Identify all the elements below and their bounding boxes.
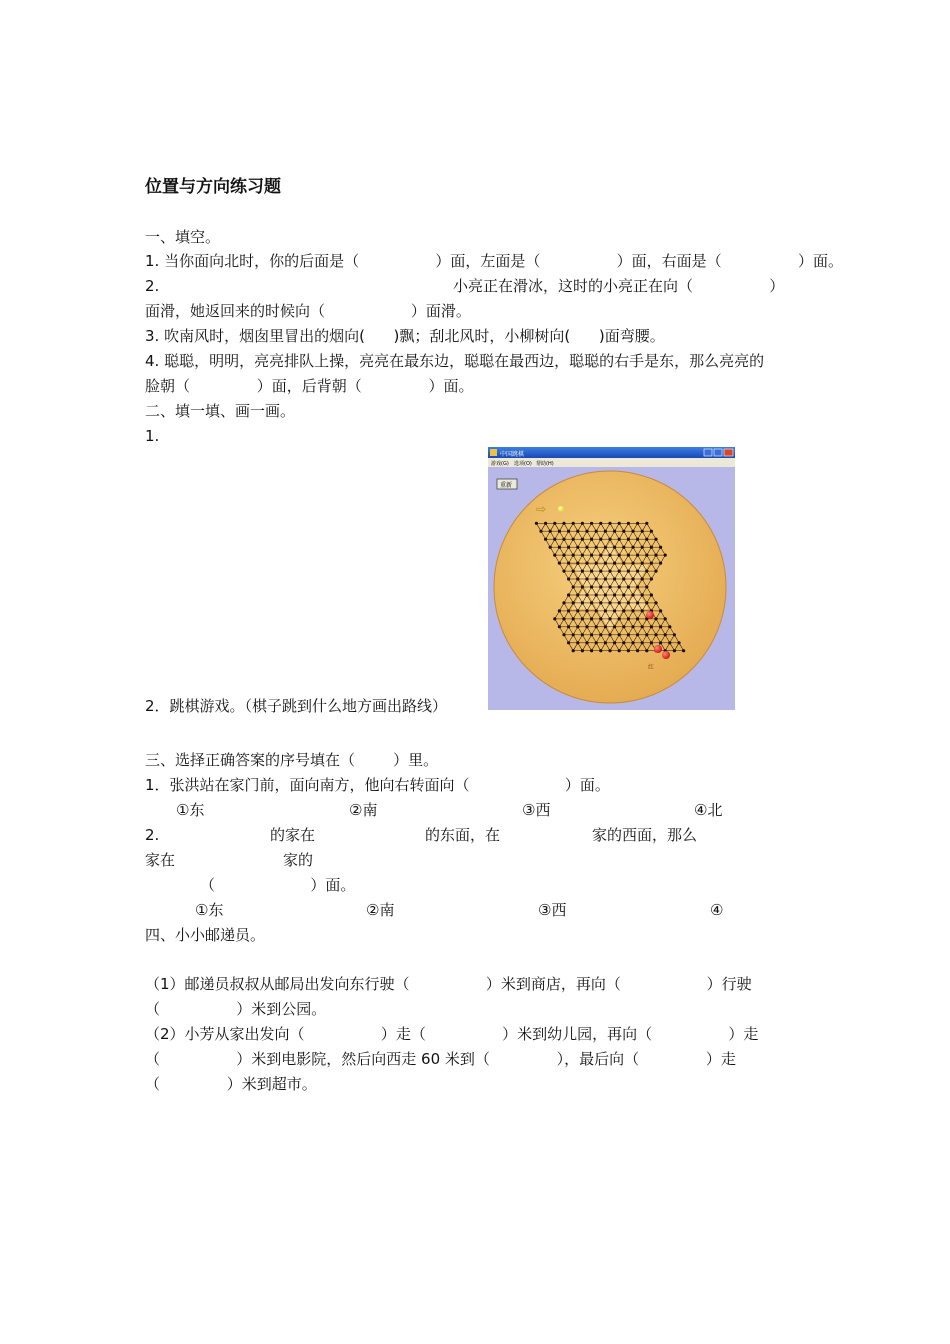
board-hole <box>572 601 575 604</box>
board-hole <box>576 530 579 533</box>
board-hole <box>567 577 570 580</box>
board-hole <box>562 617 565 620</box>
board-hole <box>599 633 602 636</box>
board-hole <box>553 554 556 557</box>
board-hole <box>572 633 575 636</box>
question-1-3: 3. 吹南风时，烟囱里冒出的烟向( )飘；刮北风时，小柳树向( )面弯腰。 <box>145 327 665 345</box>
board-hole <box>631 577 634 580</box>
board-hole <box>613 577 616 580</box>
board-hole <box>631 609 634 612</box>
board-hole <box>562 633 565 636</box>
board-hole <box>604 546 607 549</box>
board-hole <box>608 649 611 652</box>
chinese-checkers-screenshot <box>488 447 735 710</box>
board-hole <box>636 649 639 652</box>
board-hole <box>544 538 547 541</box>
board-hole <box>590 522 593 525</box>
board-hole <box>590 601 593 604</box>
board-hole <box>613 562 616 565</box>
board-hole <box>544 522 547 525</box>
board-hole <box>636 633 639 636</box>
board-hole <box>622 593 625 596</box>
red-marble <box>646 611 654 619</box>
board-hole <box>553 538 556 541</box>
board-hole <box>608 522 611 525</box>
board-hole <box>668 625 671 628</box>
board-hole <box>650 593 653 596</box>
board-hole <box>650 577 653 580</box>
board-hole <box>604 609 607 612</box>
board-hole <box>645 633 648 636</box>
board-hole <box>581 585 584 588</box>
board-hole <box>608 538 611 541</box>
question-3-1-option-c: ③西 <box>522 801 551 819</box>
question-1-2-number: 2. <box>145 277 160 295</box>
board-hole <box>585 593 588 596</box>
board-hole <box>682 649 685 652</box>
board-hole <box>636 601 639 604</box>
board-hole <box>585 625 588 628</box>
board-hole <box>641 641 644 644</box>
board-hole <box>599 538 602 541</box>
board-hole <box>659 562 662 565</box>
question-3-2-line3: （ ）面。 <box>200 876 356 894</box>
board-hole <box>631 546 634 549</box>
board-hole <box>645 570 648 573</box>
question-3-2-part3: 家的西面，那么 <box>592 826 698 844</box>
board-hole <box>622 530 625 533</box>
board-hole <box>595 577 598 580</box>
board-hole <box>618 522 621 525</box>
question-3-2-part2: 的东面，在 <box>425 826 501 844</box>
board-hole <box>581 522 584 525</box>
board-hole <box>590 649 593 652</box>
board-hole <box>631 562 634 565</box>
board-hole <box>659 641 662 644</box>
page-title: 位置与方向练习题 <box>145 177 281 197</box>
board-hole <box>590 554 593 557</box>
red-marble <box>662 651 670 659</box>
board-hole <box>608 633 611 636</box>
question-3-2-line2b: 家的 <box>283 851 314 869</box>
board-hole <box>641 562 644 565</box>
board-hole <box>558 625 561 628</box>
board-hole <box>595 641 598 644</box>
board-hole <box>585 562 588 565</box>
question-3-1: 1．张洪站在家门前，面向南方，他向右转面向（ ）面。 <box>145 776 610 794</box>
close-button <box>724 449 733 456</box>
section-2-heading: 二、填一填、画一画。 <box>145 402 296 420</box>
board-hole <box>627 601 630 604</box>
board-hole <box>585 641 588 644</box>
board-hole <box>641 530 644 533</box>
question-3-2-line2a: 家在 <box>145 851 176 869</box>
section-3-heading: 三、选择正确答案的序号填在（ ）里。 <box>145 751 439 769</box>
question-3-2-option-b: ②南 <box>366 901 395 919</box>
board-hole <box>567 625 570 628</box>
board-hole <box>604 593 607 596</box>
board-hole <box>576 625 579 628</box>
question-1-4-line1: 4. 聪聪，明明，亮亮排队上操，亮亮在最东边，聪聪在最西边，聪聪的右手是东，那么亮亮的 <box>145 352 765 370</box>
board-hole <box>576 593 579 596</box>
board-hole <box>618 601 621 604</box>
board-hole <box>645 538 648 541</box>
player-mark: 红 <box>648 664 655 671</box>
board-hole <box>558 530 561 533</box>
menu-help: 帮助(H) <box>536 461 554 467</box>
board-hole <box>576 546 579 549</box>
board-hole <box>608 554 611 557</box>
board-hole <box>595 546 598 549</box>
board-hole <box>627 617 630 620</box>
board-hole <box>650 641 653 644</box>
board-hole <box>627 633 630 636</box>
board-hole <box>636 570 639 573</box>
board-hole <box>567 546 570 549</box>
board-hole <box>645 649 648 652</box>
board-hole <box>641 577 644 580</box>
board-hole <box>576 609 579 612</box>
board-hole <box>636 554 639 557</box>
board-hole <box>627 585 630 588</box>
board-hole <box>599 617 602 620</box>
question-4-2-line2: （ ）米到电影院，然后向西走 60 米到（ ），最后向（ ）走 <box>145 1050 736 1068</box>
board-hole <box>567 641 570 644</box>
board-hole <box>627 538 630 541</box>
board-hole <box>645 522 648 525</box>
board-hole <box>650 546 653 549</box>
section-4-heading: 四、小小邮递员。 <box>145 926 266 944</box>
board-hole <box>595 530 598 533</box>
window-titlebar <box>488 447 735 458</box>
board-hole <box>562 601 565 604</box>
board-hole <box>622 609 625 612</box>
board-hole <box>645 554 648 557</box>
board-hole <box>627 554 630 557</box>
board-hole <box>631 625 634 628</box>
board-hole <box>599 570 602 573</box>
board-hole <box>622 546 625 549</box>
board-hole <box>585 530 588 533</box>
board-hole <box>553 617 556 620</box>
board-hole <box>595 625 598 628</box>
board-hole <box>608 570 611 573</box>
board-hole <box>572 617 575 620</box>
board-hole <box>631 641 634 644</box>
question-3-2-option-d: ④ <box>710 901 724 919</box>
question-3-1-option-b: ②南 <box>349 801 378 819</box>
board-hole <box>622 641 625 644</box>
board-hole <box>590 633 593 636</box>
board-hole <box>599 554 602 557</box>
question-1-4-line2: 脸朝（ ）面，后背朝（ ）面。 <box>145 377 474 395</box>
board-hole <box>641 625 644 628</box>
board-hole <box>659 546 662 549</box>
board-hole <box>627 570 630 573</box>
board-hole <box>645 601 648 604</box>
board-hole <box>562 522 565 525</box>
question-3-1-option-d: ④北 <box>694 801 723 819</box>
board-hole <box>572 649 575 652</box>
board-hole <box>631 593 634 596</box>
board-hole <box>636 617 639 620</box>
question-3-2-part1: 的家在 <box>270 826 316 844</box>
board-hole <box>618 633 621 636</box>
board-hole <box>599 522 602 525</box>
board-hole <box>613 625 616 628</box>
board-hole <box>641 609 644 612</box>
question-3-2-option-a: ①东 <box>195 901 224 919</box>
board-hole <box>576 562 579 565</box>
board-hole <box>645 585 648 588</box>
question-4-1-line1: （1）邮递员叔叔从邮局出发向东行驶（ ）米到商店，再向（ ）行驶 <box>145 975 752 993</box>
board-hole <box>581 538 584 541</box>
board-hole <box>595 562 598 565</box>
board-hole <box>539 530 542 533</box>
board-hole <box>677 641 680 644</box>
board-hole <box>664 633 667 636</box>
board-hole <box>618 570 621 573</box>
board-hole <box>604 625 607 628</box>
board-hole <box>613 546 616 549</box>
board-hole <box>654 633 657 636</box>
board-hole <box>595 609 598 612</box>
board-hole <box>567 609 570 612</box>
question-2-2: 2．跳棋游戏。（棋子跳到什么地方画出路线） <box>145 697 448 715</box>
board-hole <box>585 546 588 549</box>
board-hole <box>673 649 676 652</box>
board-hole <box>659 609 662 612</box>
board-hole <box>627 649 630 652</box>
board-hole <box>558 609 561 612</box>
board-hole <box>581 601 584 604</box>
board-hole <box>668 641 671 644</box>
board-hole <box>650 625 653 628</box>
board-hole <box>590 570 593 573</box>
board-hole <box>613 641 616 644</box>
board-hole <box>618 554 621 557</box>
board-hole <box>654 554 657 557</box>
board-hole <box>567 562 570 565</box>
board-hole <box>549 530 552 533</box>
board-hole <box>576 641 579 644</box>
board-hole <box>581 649 584 652</box>
board-hole <box>664 554 667 557</box>
turn-arrow-icon: ⇨ <box>536 502 547 516</box>
board-hole <box>585 609 588 612</box>
board-hole <box>558 562 561 565</box>
board-hole <box>604 641 607 644</box>
board-hole <box>562 570 565 573</box>
question-3-1-option-a: ①东 <box>176 801 205 819</box>
board-hole <box>618 649 621 652</box>
board-hole <box>636 522 639 525</box>
board-hole <box>650 530 653 533</box>
question-4-2-line3: （ ）米到超市。 <box>145 1075 317 1093</box>
board-hole <box>581 570 584 573</box>
board-hole <box>599 585 602 588</box>
board-hole <box>604 577 607 580</box>
turn-indicator-marble <box>558 506 564 512</box>
board-hole <box>650 562 653 565</box>
question-4-1-line2: （ ）米到公园。 <box>145 1000 327 1018</box>
board-hole <box>618 538 621 541</box>
board-hole <box>613 530 616 533</box>
board-hole <box>562 554 565 557</box>
board-hole <box>622 562 625 565</box>
board-hole <box>585 577 588 580</box>
question-3-2-number: 2. <box>145 826 160 844</box>
board-hole <box>604 530 607 533</box>
board-hole <box>535 522 538 525</box>
app-icon <box>490 449 497 456</box>
board-hole <box>572 585 575 588</box>
question-3-2-option-c: ③西 <box>538 901 567 919</box>
board-hole <box>636 585 639 588</box>
board-hole <box>608 617 611 620</box>
board-hole <box>664 617 667 620</box>
board-hole <box>572 570 575 573</box>
board-hole <box>567 593 570 596</box>
red-marble <box>654 645 662 653</box>
board-hole <box>562 538 565 541</box>
board-hole <box>654 601 657 604</box>
board-hole <box>590 538 593 541</box>
board-hole <box>608 601 611 604</box>
board-hole <box>631 530 634 533</box>
board-hole <box>572 538 575 541</box>
question-4-2-line1: （2）小芳从家出发向（ ）走（ ）米到幼儿园，再向（ ）走 <box>145 1025 759 1043</box>
minimize-button <box>704 449 712 456</box>
board-hole <box>590 585 593 588</box>
board-hole <box>618 585 621 588</box>
board-hole <box>581 554 584 557</box>
board-hole <box>673 633 676 636</box>
board-hole <box>654 617 657 620</box>
board-hole <box>549 546 552 549</box>
board-hole <box>627 522 630 525</box>
board-hole <box>622 625 625 628</box>
board-hole <box>576 577 579 580</box>
board-hole <box>659 625 662 628</box>
menu-options: 选项(O) <box>514 461 532 467</box>
question-1-1: 1. 当你面向北时，你的后面是（ ）面，左面是（ ）面，右面是（ ）面。 <box>145 252 843 270</box>
board-hole <box>654 538 657 541</box>
board-hole <box>581 633 584 636</box>
board-hole <box>599 601 602 604</box>
board-hole <box>613 609 616 612</box>
board-hole <box>595 593 598 596</box>
question-2-1: 1. <box>145 427 160 445</box>
question-1-2-line1: 小亮正在滑冰，这时的小亮正在向（ ） <box>453 277 785 295</box>
board-hole <box>558 546 561 549</box>
board-hole <box>572 554 575 557</box>
restart-button-label: 重新 <box>500 482 513 489</box>
board-hole <box>599 649 602 652</box>
menu-game: 游戏(G) <box>491 461 509 467</box>
board-hole <box>641 546 644 549</box>
board-hole <box>618 617 621 620</box>
board-hole <box>654 570 657 573</box>
board-hole <box>608 585 611 588</box>
maximize-button <box>714 449 722 456</box>
board-hole <box>641 593 644 596</box>
board-hole <box>622 577 625 580</box>
board-hole <box>567 530 570 533</box>
board-hole <box>636 538 639 541</box>
board-hole <box>613 593 616 596</box>
question-1-2-line2: 面滑，她返回来的时候向（ ）面滑。 <box>145 302 471 320</box>
board-hole <box>553 522 556 525</box>
section-1-heading: 一、填空。 <box>145 228 221 246</box>
board-hole <box>581 617 584 620</box>
board-hole <box>590 617 593 620</box>
window-title: 中国跳棋 <box>500 451 525 458</box>
board-hole <box>604 562 607 565</box>
board-hole <box>572 522 575 525</box>
